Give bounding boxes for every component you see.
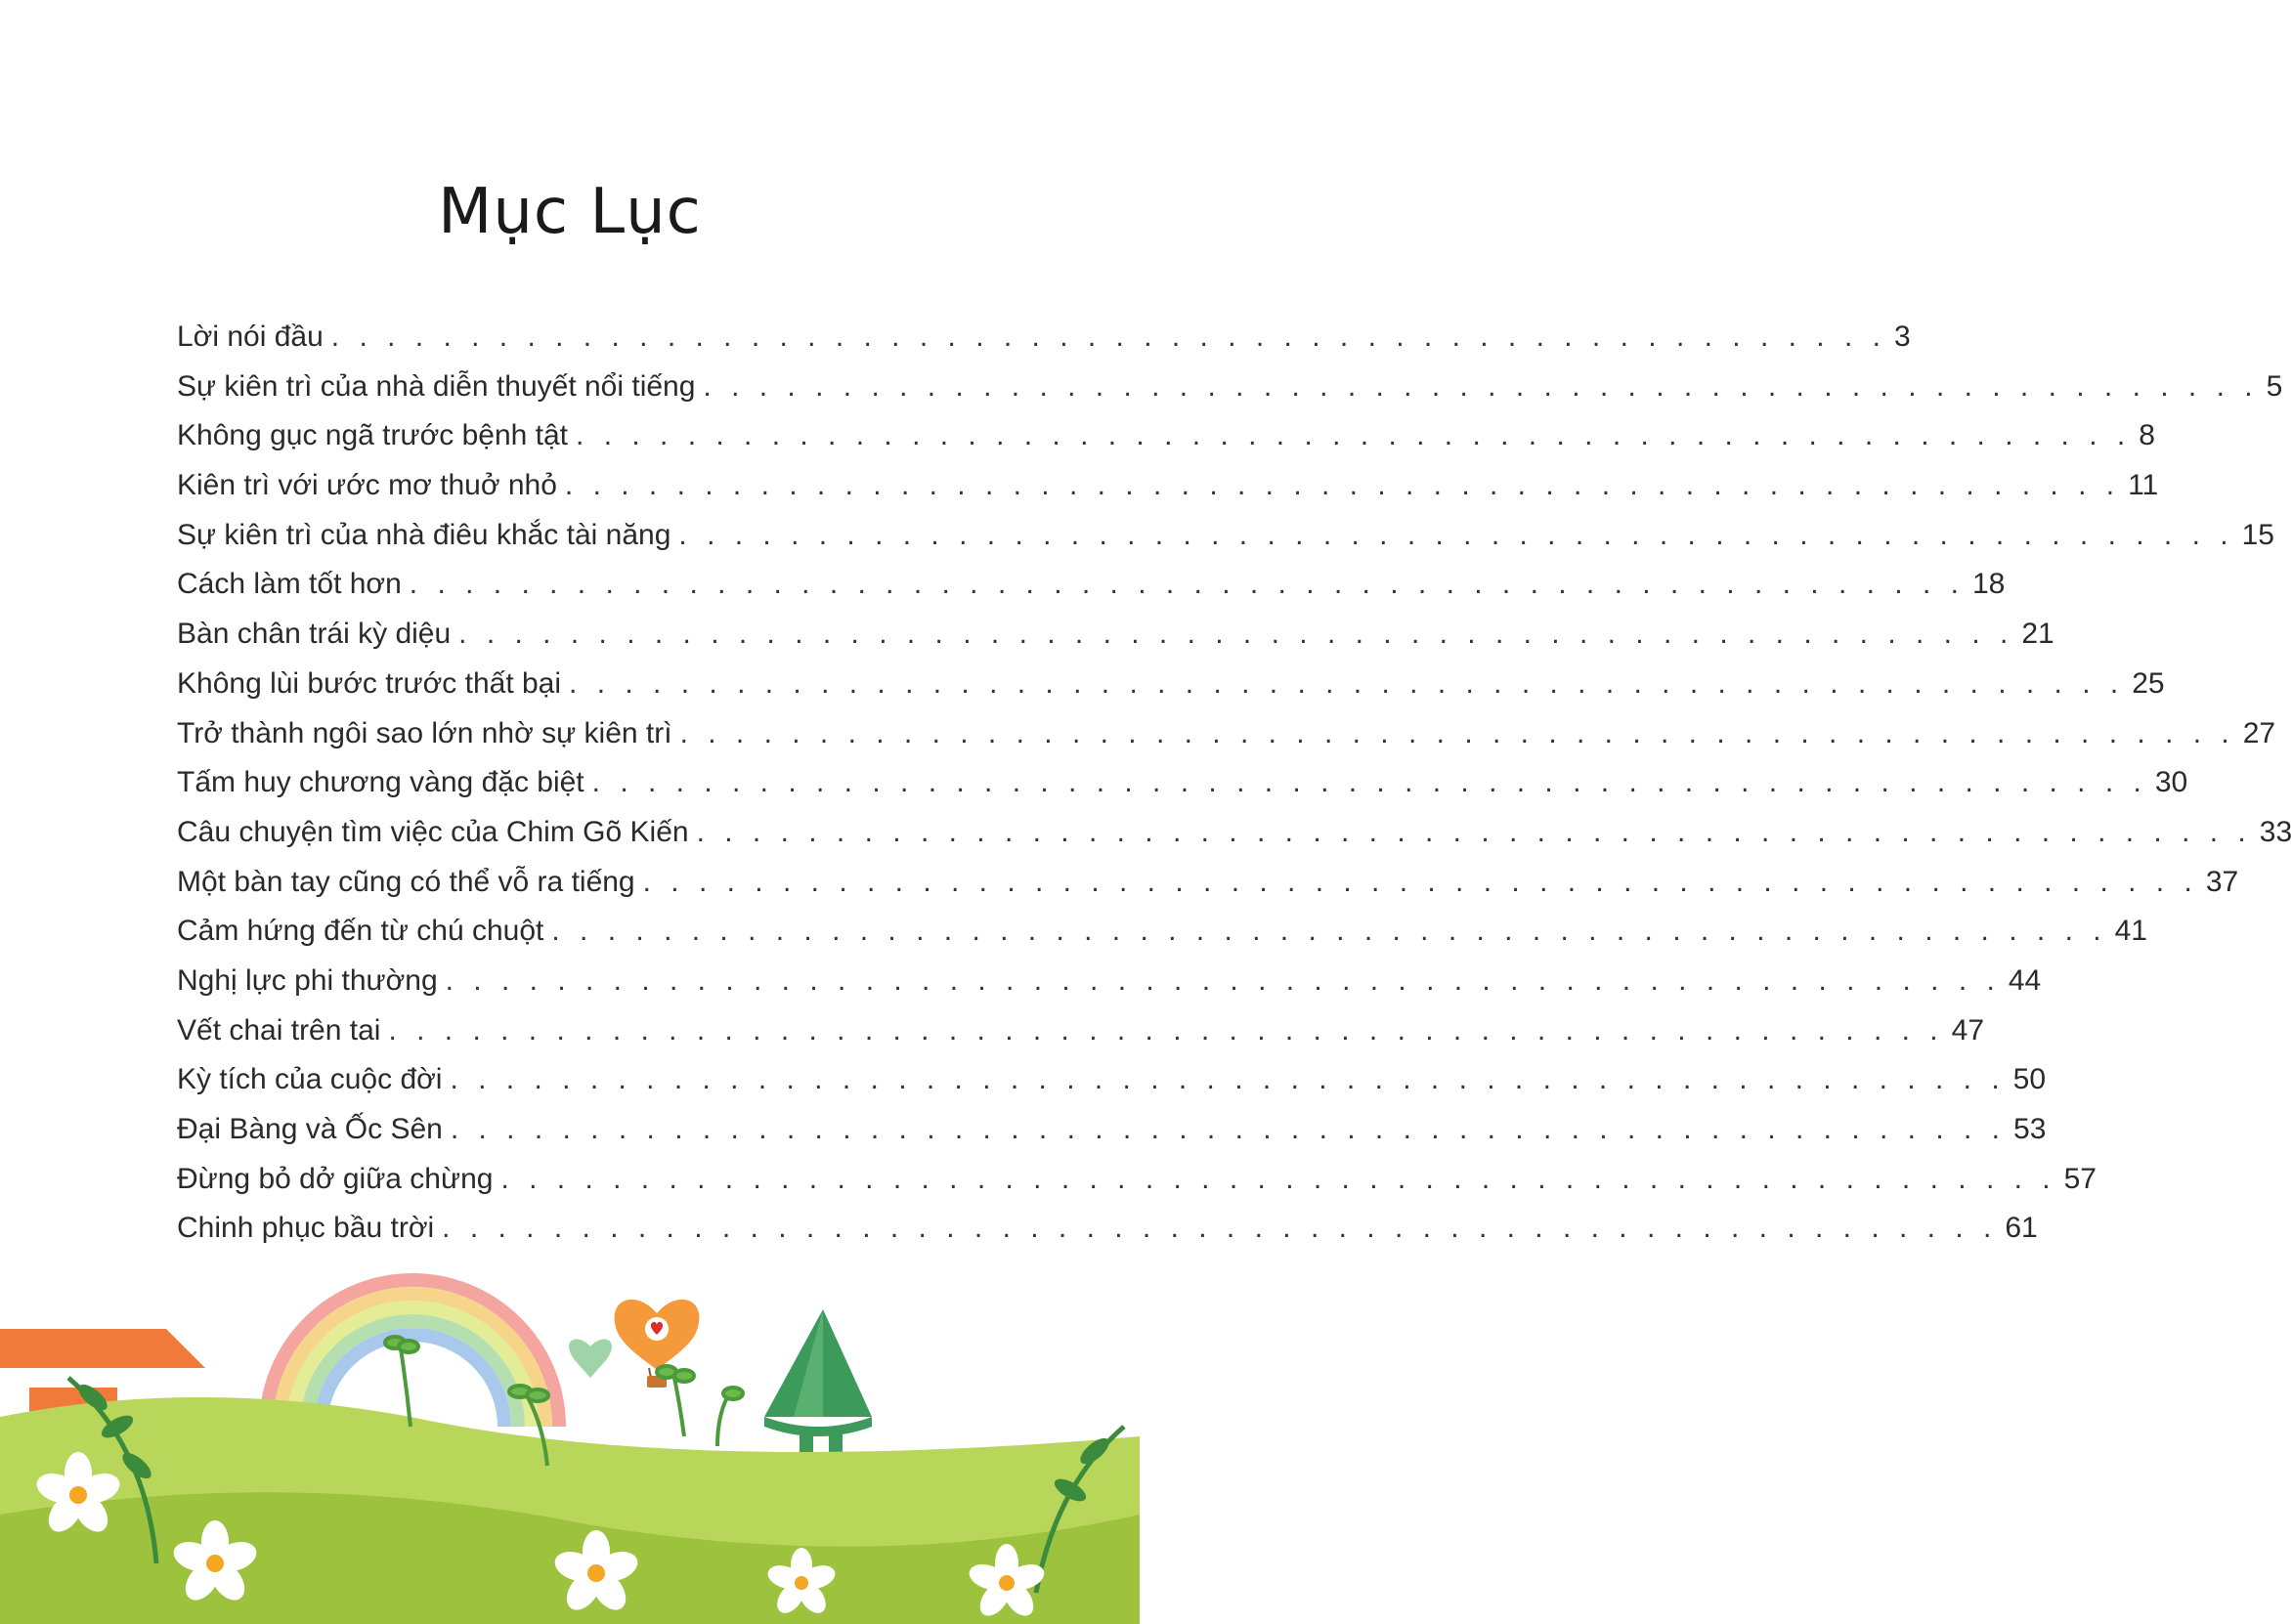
toc-entry-title: Kỳ tích của cuộc đời — [177, 1063, 443, 1096]
toc-row[interactable] — [177, 518, 2274, 569]
toc-row[interactable] — [177, 963, 2042, 1014]
toc-page-number: 8 — [2139, 419, 2155, 452]
toc-row[interactable] — [177, 568, 2006, 618]
toc-row[interactable] — [177, 1212, 2038, 1261]
toc-entry-title: Câu chuyện tìm việc của Chim Gõ Kiến — [177, 815, 689, 848]
toc-page-number: 44 — [2008, 963, 2042, 997]
toc-row[interactable] — [177, 321, 1911, 370]
toc-entry-title: Trở thành ngôi sao lớn nhờ sự kiên trì — [177, 716, 672, 749]
leader-dots: . . . . . . . . . . . . . . . . . . . . . . . . . . . . . . . . . . . . . . . . . . . . . . . . . . . . . . . . — [445, 963, 2001, 997]
toc-row[interactable] — [177, 469, 2159, 519]
leader-dots: . . . . . . . . . . . . . . . . . . . . . . . . . . . . . . . . . . . . . . . . . . . . . . . . . . . . . . . . — [642, 865, 2198, 898]
toc-row[interactable] — [177, 815, 2292, 866]
toc-entry-title: Một bàn tay cũng có thể vỗ ra tiếng — [177, 865, 635, 898]
toc-page-number: 27 — [2242, 716, 2276, 749]
toc-page-number: 11 — [2128, 469, 2159, 502]
toc-row[interactable] — [177, 766, 2188, 816]
leader-dots: . . . . . . . . . . . . . . . . . . . . . . . . . . . . . . . . . . . . . . . . . . . . . . . . . . . . . . . . — [551, 915, 2107, 948]
leader-dots: . . . . . . . . . . . . . . . . . . . . . . . . . . . . . . . . . . . . . . . . . . . . . . . . . . . . . . . . — [703, 369, 2259, 403]
toc-row[interactable] — [177, 865, 2239, 916]
toc-page-number: 3 — [1893, 321, 1911, 353]
toc-entry-title: Vết chai trên tai — [177, 1013, 381, 1047]
table-of-contents — [177, 321, 2292, 1261]
toc-entry-title: Không gục ngã trước bệnh tật — [177, 419, 569, 452]
toc-page-number: 15 — [2241, 518, 2274, 551]
toc-entry-title: Đừng bỏ dở giữa chừng — [177, 1162, 494, 1195]
leader-dots: . . . . . . . . . . . . . . . . . . . . . . . . . . . . . . . . . . . . . . . . . . . . . . . . . . . . . . . . — [500, 1162, 2056, 1195]
toc-entry-title: Tấm huy chương vàng đặc biệt — [177, 766, 584, 799]
toc-row[interactable] — [177, 1162, 2097, 1213]
leader-dots: . . . . . . . . . . . . . . . . . . . . . . . . . . . . . . . . . . . . . . . . . . . . . . . . . . . . . . . . — [388, 1013, 1944, 1047]
leader-dots: . . . . . . . . . . . . . . . . . . . . . . . . . . . . . . . . . . . . . . . . . . . . . . . . . . . . . . . . — [450, 1063, 2006, 1096]
leader-dots: . . . . . . . . . . . . . . . . . . . . . . . . . . . . . . . . . . . . . . . . . . . . . . . . . . . . . . . . — [450, 1113, 2007, 1145]
toc-entry-title: Nghị lực phi thường — [177, 963, 438, 997]
toc-page-number: 25 — [2132, 666, 2165, 700]
toc-entry-title: Đại Bàng và Ốc Sên — [177, 1113, 443, 1145]
toc-page-number: 53 — [2013, 1113, 2047, 1145]
toc-row[interactable] — [177, 666, 2165, 717]
toc-page-number: 37 — [2205, 865, 2239, 898]
toc-entry-title: Chinh phục bầu trời — [177, 1212, 435, 1245]
leader-dots: . . . . . . . . . . . . . . . . . . . . . . . . . . . . . . . . . . . . . . . . . . . . . . . . . . . . . . . . — [442, 1212, 1998, 1245]
heart-icon — [569, 1339, 612, 1378]
tree-icon — [764, 1309, 872, 1468]
leader-dots: . . . . . . . . . . . . . . . . . . . . . . . . . . . . . . . . . . . . . . . . . . . . . . . . . . . . . . . . — [696, 815, 2252, 848]
leader-dots: . . . . . . . . . . . . . . . . . . . . . . . . . . . . . . . . . . . . . . . . . . . . . . . . . . . . . . . . — [569, 666, 2125, 700]
leader-dots: . . . . . . . . . . . . . . . . . . . . . . . . . . . . . . . . . . . . . . . . . . . . . . . . . . . . . . . . — [591, 766, 2147, 799]
leader-dots: . . . . . . . . . . . . . . . . . . . . . . . . . . . . . . . . . . . . . . . . . . . . . . . . . . . . . . . . — [679, 716, 2235, 749]
toc-row[interactable] — [177, 915, 2147, 964]
toc-page-number: 41 — [2114, 915, 2147, 948]
toc-entry-title: Cách làm tốt hơn — [177, 568, 402, 601]
toc-page-number: 33 — [2259, 815, 2292, 848]
toc-page-number: 21 — [2021, 618, 2054, 651]
leader-dots: . . . . . . . . . . . . . . . . . . . . . . . . . . . . . . . . . . . . . . . . . . . . . . . . . . . . . . . . — [576, 419, 2132, 452]
leader-dots: . . . . . . . . . . . . . . . . . . . . . . . . . . . . . . . . . . . . . . . . . . . . . . . . . . . . . . . . — [458, 618, 2014, 651]
toc-entry-title: Không lùi bước trước thất bại — [177, 666, 562, 700]
toc-row[interactable] — [177, 369, 2283, 420]
toc-page-number: 50 — [2012, 1063, 2047, 1096]
page-title: Mục Lục — [438, 176, 702, 248]
toc-entry-title: Sự kiên trì của nhà điêu khắc tài năng — [177, 518, 671, 551]
toc-entry-title: Sự kiên trì của nhà diễn thuyết nổi tiếng — [177, 369, 696, 403]
landscape-illustration — [0, 1270, 1140, 1624]
toc-entry-title: Lời nói đầu — [177, 321, 324, 353]
leader-dots: . . . . . . . . . . . . . . . . . . . . . . . . . . . . . . . . . . . . . . . . . . . . . . . . . . . . . . . . — [678, 518, 2234, 551]
toc-row[interactable] — [177, 1063, 2047, 1113]
leader-dots: . . . . . . . . . . . . . . . . . . . . . . . . . . . . . . . . . . . . . . . . . . . . . . . . . . . . . . . . — [330, 321, 1886, 353]
toc-page-number: 57 — [2063, 1162, 2097, 1195]
toc-row[interactable] — [177, 716, 2276, 767]
toc-page-number: 30 — [2154, 766, 2188, 799]
toc-page-number: 5 — [2266, 369, 2283, 403]
toc-row[interactable] — [177, 618, 2054, 667]
toc-page-number: 47 — [1951, 1013, 1985, 1047]
toc-entry-title: Cảm hứng đến từ chú chuột — [177, 915, 544, 948]
toc-row[interactable] — [177, 1113, 2047, 1163]
toc-page-number: 61 — [2005, 1212, 2038, 1245]
leader-dots: . . . . . . . . . . . . . . . . . . . . . . . . . . . . . . . . . . . . . . . . . . . . . . . . . . . . . . . . — [564, 469, 2121, 502]
leader-dots: . . . . . . . . . . . . . . . . . . . . . . . . . . . . . . . . . . . . . . . . . . . . . . . . . . . . . . . . — [409, 568, 1965, 601]
toc-row[interactable] — [177, 1013, 1985, 1064]
toc-entry-title: Kiên trì với ước mơ thuở nhỏ — [177, 469, 557, 502]
toc-row[interactable] — [177, 419, 2155, 469]
toc-page-number: 18 — [1971, 568, 2006, 601]
toc-entry-title: Bàn chân trái kỳ diệu — [177, 618, 452, 651]
